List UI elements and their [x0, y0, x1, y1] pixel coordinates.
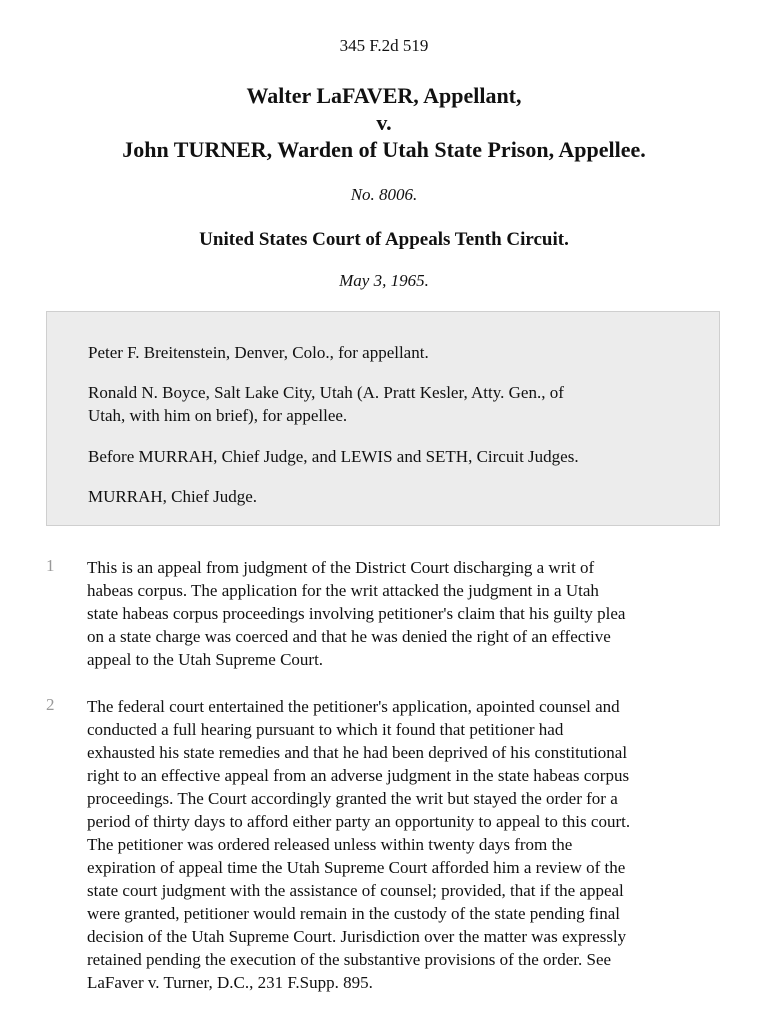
paragraph-line: The federal court entertained the petitioner's application, apointed counsel and [87, 697, 620, 716]
counsel-box [46, 311, 720, 526]
paragraph-line: on a state charge was coerced and that he was denied the right of an effective [87, 627, 611, 646]
paragraph-line: appeal to the Utah Supreme Court. [87, 650, 324, 669]
decision-date: May 3, 1965. [339, 271, 429, 290]
paragraph-line: habeas corpus. The application for the writ attacked the judgment in a Utah [87, 581, 599, 600]
paragraph-line: expiration of appeal time the Utah Supreme Court afforded him a review of the [87, 858, 626, 877]
paragraph-line: conducted a full hearing pursuant to which it found that petitioner had [87, 720, 564, 739]
paragraph-line: The petitioner was ordered released unless within twenty days from the [87, 835, 573, 854]
paragraph-line: LaFaver v. Turner, D.C., 231 F.Supp. 895. [87, 973, 373, 992]
case-title-appellee: John TURNER, Warden of Utah State Prison, Appellee. [122, 137, 646, 162]
case-title-versus: v. [376, 110, 392, 135]
case-title-appellant: Walter LaFAVER, Appellant, [246, 83, 522, 108]
paragraph-line: were granted, petitioner would remain in the custody of the state pending final [87, 904, 620, 923]
paragraph-text [87, 556, 737, 671]
appellee-counsel-line2: Utah, with him on brief), for appellee. [88, 406, 348, 425]
appellant-counsel: Peter F. Breitenstein, Denver, Colo., for appellant. [88, 343, 429, 362]
case-title [0, 82, 768, 163]
citation: 345 F.2d 519 [339, 36, 429, 55]
paragraph-line: retained pending the execution of the substantive provisions of the order. See [87, 950, 612, 969]
paragraph-line: proceedings. The Court accordingly granted the writ but stayed the order for a [87, 789, 618, 808]
court-name: United States Court of Appeals Tenth Circuit. [199, 229, 569, 250]
paragraph-line: state court judgment with the assistance of counsel; provided, that if the appeal [87, 881, 624, 900]
appellee-counsel-line1: Ronald N. Boyce, Salt Lake City, Utah (A. Pratt Kesler, Atty. Gen., of [88, 383, 564, 402]
paragraph-line: This is an appeal from judgment of the District Court discharging a writ of [87, 558, 595, 577]
paragraph-line: state habeas corpus proceedings involving petitioner's claim that his guilty plea [87, 604, 626, 623]
opinion-author: MURRAH, Chief Judge. [88, 487, 258, 506]
paragraph-line: exhausted his state remedies and that he had been deprived of his constitutional [87, 743, 628, 762]
judge-panel: Before MURRAH, Chief Judge, and LEWIS and SETH, Circuit Judges. [88, 447, 579, 466]
paragraph-text [87, 695, 737, 994]
docket-number: No. 8006. [350, 185, 418, 204]
paragraph-line: period of thirty days to afford either party an opportunity to appeal to this court. [87, 812, 631, 831]
paragraph-number: 1 [46, 556, 55, 575]
paragraph-line: decision of the Utah Supreme Court. Jurisdiction over the matter was expressly [87, 927, 627, 946]
paragraph-number: 2 [46, 695, 55, 714]
paragraph-line: right to an effective appeal from an adverse judgment in the state habeas corpus [87, 766, 630, 785]
